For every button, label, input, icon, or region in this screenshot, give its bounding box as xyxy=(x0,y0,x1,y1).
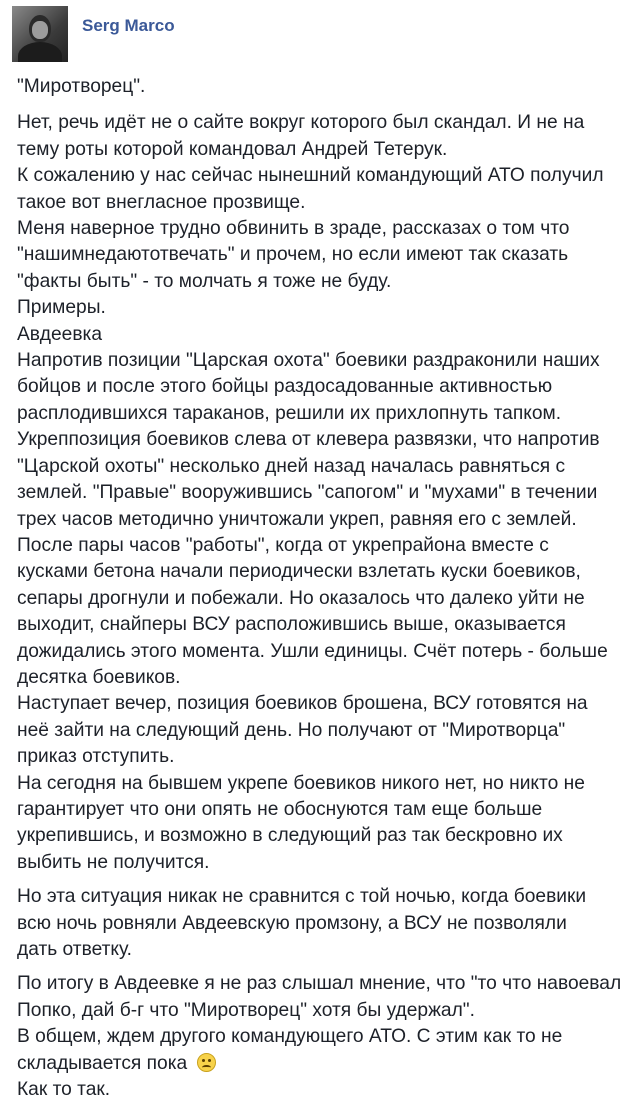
post-body xyxy=(17,74,632,1103)
post-text-line: "Миротворец". xyxy=(17,76,146,97)
post-text-line: "нашимнедаютотвечать" и прочем, но если имеют так сказать xyxy=(17,244,569,266)
post-text-line: Но эта ситуация никак не сравнится с той ночью, когда боевики xyxy=(17,886,587,908)
post-text-line: землей. "Правые" вооружившись "сапогом" и "мухами" в течении xyxy=(17,482,598,504)
post-text-line: Попко, дай б-г что "Миротворец" хотя бы удержал". xyxy=(17,999,475,1021)
post-text-line: Авдеевка xyxy=(17,323,102,345)
post-text-line: трех часов методично уничтожали укреп, равняя его с землей. xyxy=(17,508,577,530)
user-avatar-icon[interactable] xyxy=(12,6,68,62)
post-paragraph xyxy=(17,74,632,100)
post-text-line: По итогу в Авдеевке я не раз слышал мнение, что "то что навоевал xyxy=(17,973,622,995)
sad-face-emoji-icon xyxy=(197,1053,216,1072)
post-text-line: Нет, речь идёт не о сайте вокруг которого был скандал. И не на xyxy=(17,112,585,134)
post-text-line: дать ответку. xyxy=(17,939,133,960)
post-text-line: кусками бетона начали периодически взлетать куски боевиков, xyxy=(17,561,581,583)
post-text-line: На сегодня на бывшем укрепе боевиков никого нет, но никто не xyxy=(17,772,585,794)
post-paragraph xyxy=(17,110,632,876)
post-text-line: дожидались этого момента. Ушли единицы. Счёт потерь - больше xyxy=(17,640,608,662)
post-header xyxy=(12,6,175,66)
post-text-line: Как то так. xyxy=(17,1079,111,1101)
post-text-line: тему роты которой командовал Андрей Тетерук. xyxy=(17,138,448,160)
post-text-line: Примеры. xyxy=(17,297,106,319)
post-text-line: Меня наверное трудно обвинить в зраде, рассказах о том что xyxy=(17,218,570,240)
post-text-line: такое вот внеглаcное прозвище. xyxy=(17,191,306,213)
post-text-line: В общем, ждем другого командующего АТО. С этим как то не xyxy=(17,1026,563,1048)
post-text-line: бойцов и после этого бойцы раздосадованные активностью xyxy=(17,376,553,398)
post-text-line: выбить не получится. xyxy=(17,851,210,873)
author-name-link[interactable]: Serg Marco xyxy=(82,16,175,35)
post-text-line: После пары часов "работы", когда от укрепрайона вместе с xyxy=(17,534,549,556)
post-text-line: Наступает вечер, позиция боевиков брошена, ВСУ готовятся на xyxy=(17,693,588,715)
post-text-line: сепары дрогнули и побежали. Но оказалось что далеко уйти не xyxy=(17,587,585,609)
post-text-line: приказ отступить. xyxy=(17,746,175,768)
post-text-line: всю ночь ровняли Авдеевскую промзону, а ВСУ не позволяли xyxy=(17,912,567,934)
post-text-line: складывается пока xyxy=(17,1052,188,1074)
post-text-line: К сожалению у нас сейчас нынешний командующий АТО получил xyxy=(17,165,604,187)
post-paragraph xyxy=(17,884,632,963)
post-paragraph xyxy=(17,971,632,1103)
post-text-line: десятка боевиков. xyxy=(17,666,181,688)
post-text-line: гарантирует что они опять не обоснуются там еще больше xyxy=(17,798,543,820)
post-text-line: неё зайти на следующий день. Но получают от "Миротворца" xyxy=(17,719,566,741)
post-text-line: расплодившихся тараканов, решили их прихлопнуть тапком. xyxy=(17,402,562,424)
post-text-line: укрепившись, и возможно в следующий раз так бескровно их xyxy=(17,825,563,847)
post-text-line: Напротив позиции "Царская охота" боевики раздраконили наших xyxy=(17,350,600,372)
post-text-line: Укреппозиция боевиков слева от клевера развязки, что напротив xyxy=(17,429,600,451)
post-text-line: выходит, снайперы ВСУ расположившись выше, оказывается xyxy=(17,614,566,636)
post-text-line: "факты быть" - то молчать я тоже не буду. xyxy=(17,270,392,292)
post-text-line: "Царской охоты" несколько дней назад началась равняться с xyxy=(17,455,566,477)
post-text-line-with-emoji xyxy=(17,1051,632,1077)
